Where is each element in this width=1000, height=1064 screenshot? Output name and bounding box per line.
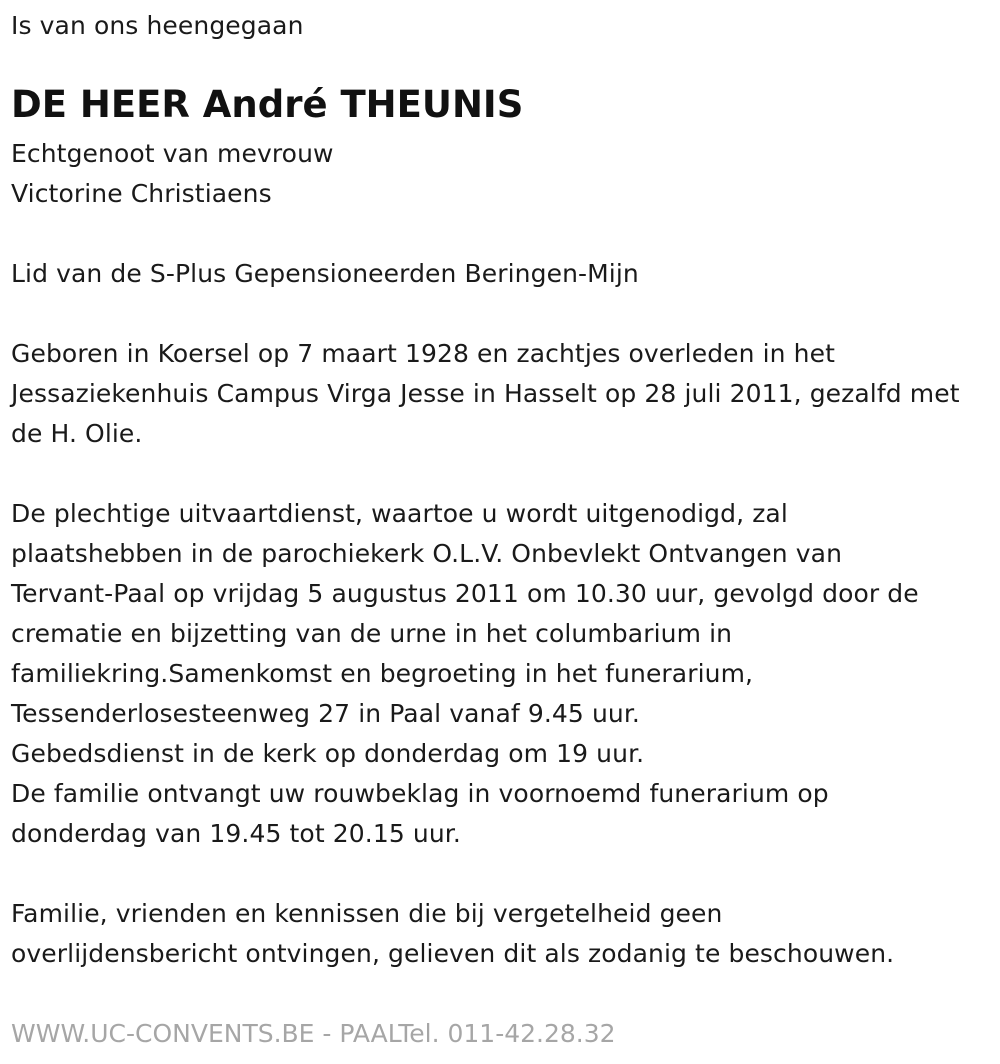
- deceased-name: DE HEER André THEUNIS: [11, 83, 524, 126]
- service-line: Gebedsdienst in de kerk op donderdag om 19 uur.: [11, 739, 645, 768]
- birth-death-line: de H. Olie.: [11, 419, 143, 448]
- service-line: De plechtige uitvaartdienst, waartoe u wordt uitgenodigd, zal: [11, 499, 788, 528]
- service-line: plaatshebben in de parochiekerk O.L.V. Onbevlekt Ontvangen van: [11, 539, 843, 568]
- membership-line: Lid van de S-Plus Gepensioneerden Beringen-Mijn: [11, 259, 639, 288]
- spouse-line: Victorine Christiaens: [11, 179, 272, 208]
- spouse-block: [11, 134, 334, 214]
- service-line: Tervant-Paal op vrijdag 5 augustus 2011 om 10.30 uur, gevolgd door de: [11, 579, 919, 608]
- footer-contact: WWW.UC-CONVENTS.BE - PAALTel. 011-42.28.32: [11, 1019, 616, 1048]
- family-note-line: Familie, vrienden en kennissen die bij vergetelheid geen: [11, 899, 723, 928]
- birth-death-line: Jessaziekenhuis Campus Virga Jesse in Hasselt op 28 juli 2011, gezalfd met: [11, 379, 960, 408]
- service-line: donderdag van 19.45 tot 20.15 uur.: [11, 819, 461, 848]
- spouse-line: Echtgenoot van mevrouw: [11, 139, 334, 168]
- service-line: Tessenderlosesteenweg 27 in Paal vanaf 9.45 uur.: [11, 699, 640, 728]
- service-line: familiekring.Samenkomst en begroeting in het funerarium,: [11, 659, 754, 688]
- service-line: crematie en bijzetting van de urne in het columbarium in: [11, 619, 733, 648]
- membership-block: [11, 254, 639, 294]
- family-note-block: [11, 894, 894, 974]
- service-line: De familie ontvangt uw rouwbeklag in voornoemd funerarium op: [11, 779, 829, 808]
- service-block: [11, 494, 919, 854]
- birth-death-block: [11, 334, 960, 454]
- family-note-line: overlijdensbericht ontvingen, gelieven dit als zodanig te beschouwen.: [11, 939, 895, 968]
- birth-death-line: Geboren in Koersel op 7 maart 1928 en zachtjes overleden in het: [11, 339, 835, 368]
- intro-text: Is van ons heengegaan: [11, 11, 304, 40]
